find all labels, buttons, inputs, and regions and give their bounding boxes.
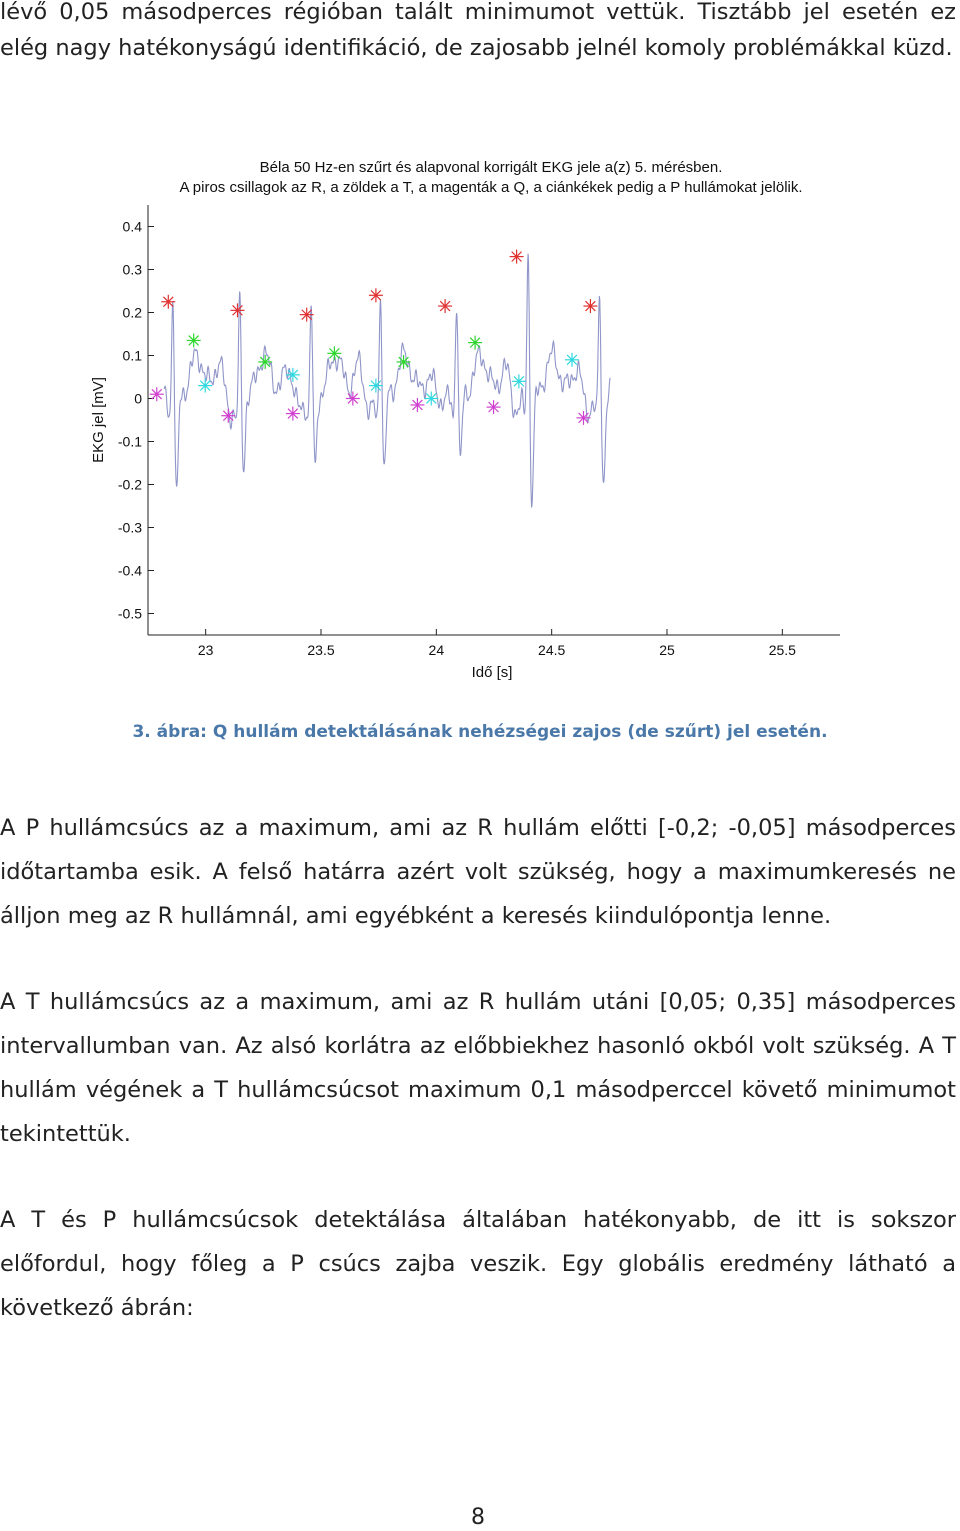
chart-title: Béla 50 Hz-en szűrt és alapvonal korrigált EKG jele a(z) 5. mérésben. bbox=[259, 159, 723, 176]
paragraph-t-wave: A T hullámcsúcs az a maximum, ami az R hullám utáni [0,05; 0,35] másodperces intervallumban van. Az alsó korlátra az előbbiekhez hasonló okból volt szükség. A T hullám végének a T hullámcsúcsot maximum 0,1 másodperccel követő minimumot tekintettük. bbox=[0, 989, 956, 1147]
r-wave-marker bbox=[369, 288, 383, 302]
t-wave-marker bbox=[397, 355, 411, 369]
q-wave-marker bbox=[410, 398, 424, 412]
ecg-chart bbox=[0, 140, 960, 700]
y-tick-label: 0.3 bbox=[122, 261, 142, 278]
r-wave-marker bbox=[230, 303, 244, 317]
r-wave-marker bbox=[438, 299, 452, 313]
p-wave-marker bbox=[198, 379, 212, 393]
figure-caption: 3. ábra: Q hullám detektálásának nehézségei zajos (de szűrt) jel esetén. bbox=[132, 722, 828, 742]
chart-subtitle: A piros csillagok az R, a zöldek a T, a magenták a Q, a ciánkékek pedig a P hullámokat jelölik. bbox=[179, 179, 803, 196]
r-wave-marker bbox=[583, 299, 597, 313]
y-tick-label: -0.3 bbox=[117, 519, 142, 536]
q-wave-marker bbox=[576, 411, 590, 425]
axis-lines bbox=[148, 205, 840, 635]
q-wave-marker bbox=[487, 400, 501, 414]
p-wave-marker bbox=[286, 368, 300, 382]
y-tick-label: 0 bbox=[134, 390, 142, 407]
x-tick-label: 25.5 bbox=[768, 642, 796, 658]
p-wave-marker bbox=[512, 374, 526, 388]
y-tick-label: 0.2 bbox=[122, 304, 142, 321]
y-tick-label: 0.4 bbox=[122, 218, 142, 235]
paragraph-p-wave: A P hullámcsúcs az a maximum, ami az R hullám előtti [-0,2; -0,05] másodperces időtartamba esik. A felső határra azért volt szükség, hogy a maximumkeresés ne álljon meg az R hullámnál, ami egyébként a keresés kiindulópontja lenne. bbox=[0, 815, 956, 929]
x-tick-label: 23 bbox=[197, 642, 214, 658]
paragraph-detection: A T és P hullámcsúcsok detektálása általában hatékonyabb, de itt is sokszor előfordul, hogy főleg a P csúcs zajba veszik. Egy globális eredmény látható a következő ábrán: bbox=[0, 1207, 956, 1321]
y-axis bbox=[118, 219, 154, 622]
x-axis-label: Idő [s] bbox=[471, 664, 513, 681]
t-wave-marker bbox=[468, 336, 482, 350]
p-wave-marker bbox=[424, 392, 438, 406]
x-tick-label: 23.5 bbox=[307, 642, 335, 658]
p-wave-marker bbox=[565, 353, 579, 367]
x-tick-label: 24.5 bbox=[538, 642, 566, 658]
x-axis bbox=[198, 629, 796, 658]
r-wave-marker bbox=[510, 250, 524, 264]
x-tick-label: 24 bbox=[428, 642, 445, 658]
q-wave-marker bbox=[286, 407, 300, 421]
y-tick-label: -0.4 bbox=[117, 562, 142, 579]
y-tick-label: -0.2 bbox=[117, 476, 142, 493]
q-wave-marker bbox=[346, 392, 360, 406]
q-wave-marker bbox=[221, 409, 235, 423]
y-tick-label: 0.1 bbox=[122, 347, 142, 364]
y-axis-label: EKG jel [mV] bbox=[90, 377, 107, 463]
t-wave-marker bbox=[258, 355, 272, 369]
top-paragraph: lévő 0,05 másodperces régióban talált minimumot vettük. Tisztább jel esetén ez elég nagy hatékonyságú identifikáció, de zajosabb jelnél komoly problémákkal küzd. bbox=[0, 0, 956, 61]
r-wave-marker bbox=[161, 295, 175, 309]
t-wave-marker bbox=[327, 346, 341, 360]
q-wave-marker bbox=[150, 387, 164, 401]
x-tick-label: 25 bbox=[659, 642, 675, 658]
t-wave-marker bbox=[187, 333, 201, 347]
r-wave-marker bbox=[300, 308, 314, 322]
y-tick-label: -0.5 bbox=[117, 605, 142, 622]
y-tick-label: -0.1 bbox=[117, 433, 142, 450]
p-wave-marker bbox=[369, 379, 383, 393]
ecg-signal-line bbox=[164, 254, 610, 507]
page-number: 8 bbox=[471, 1505, 485, 1530]
